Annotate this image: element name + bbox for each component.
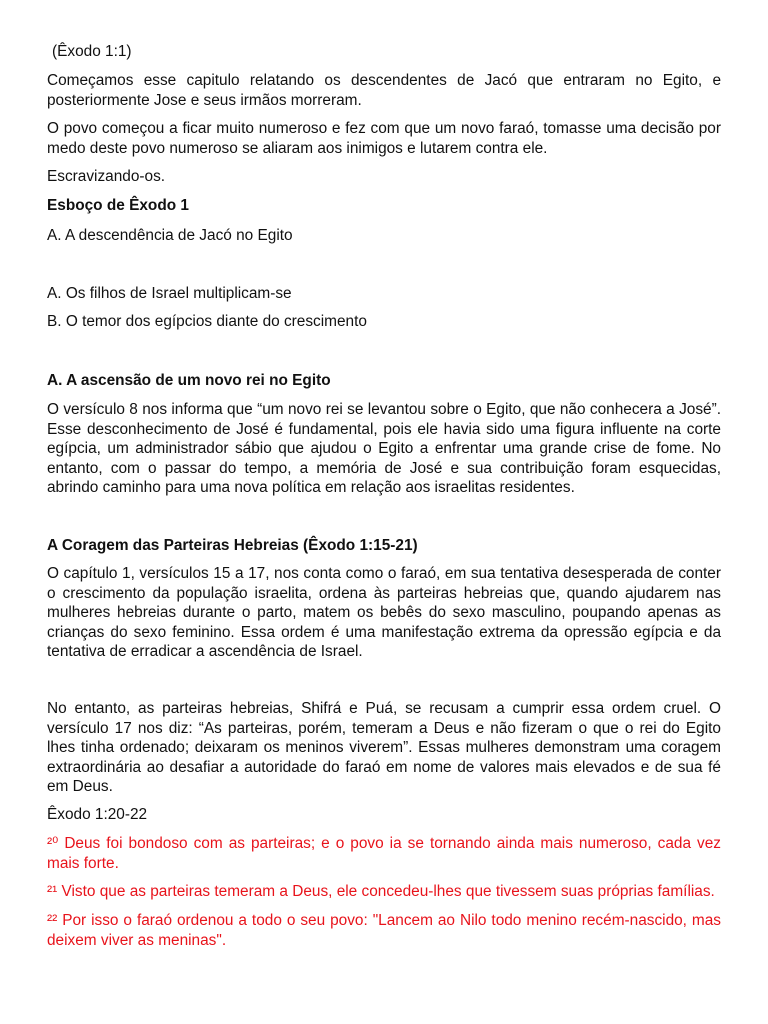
outline-item-a-descendencia: A. A descendência de Jacó no Egito [47,227,293,244]
verse-21: ²¹ Visto que as parteiras temeram a Deus, ele concedeu-lhes que tivessem suas próprias famílias. [47,883,715,900]
reference-exodo-1-20-22: Êxodo 1:20-22 [47,806,148,823]
paragraph-parteiras: No entanto, as parteiras hebreias, Shifrá e Puá, se recusam a cumprir essa ordem cruel. O versículo 17 nos diz: “As parteiras, porém, temeram a Deus e não fizeram o que o rei do Egito lhes tinha ordenado; deixaram os meninos viverem”. Essas mulheres demonstram uma coragem extraordinária ao desafiar a autoridade do faraó em nome de valores mais elevados e de sua fé em Deus. [47,700,721,795]
verse-22: ²² Por isso o faraó ordenou a todo o seu povo: "Lancem ao Nilo todo menino recém-nascido, mas deixem viver as meninas". [47,912,721,949]
heading-ascensao: A. A ascensão de um novo rei no Egito [47,372,331,389]
outline-item-a-filhos: A. Os filhos de Israel multiplicam-se [47,285,292,302]
paragraph-escravizando: Escravizando-os. [47,168,166,185]
paragraph-ascensao: O versículo 8 nos informa que “um novo rei se levantou sobre o Egito, que não conhecera a José”. Esse desconhecimento de José é fundamental, pois ele havia sido uma figura influente na corte egípcia, um administrador sábio que ajudou o Egito a enfrentar uma grande crise de fome. No entanto, com o passar do tempo, a memória de José e sua contribuição foram esquecidas, abrindo caminho para uma nova política em relação aos israelitas residentes. [47,401,721,496]
paragraph-capitulo-1: O capítulo 1, versículos 15 a 17, nos conta como o faraó, em sua tentativa desesperada de conter o crescimento da população israelita, ordena às parteiras hebreias que, quando ajudarem nas mulheres hebreias durante o parto, matem os bebês do sexo masculino, poupando apenas as crianças do sexo feminino. Essa ordem é uma manifestação extrema da opressão egípcia e da tentativa de erradicar a ascendência de Israel. [47,565,721,660]
reference-exodo-1-1: (Êxodo 1:1) [52,43,132,60]
outline-item-b-temor: B. O temor dos egípcios diante do crescimento [47,313,367,330]
heading-esboco: Esboço de Êxodo 1 [47,197,189,214]
paragraph-intro: Começamos esse capitulo relatando os descendentes de Jacó que entraram no Egito, e posteriormente Jose e seus irmãos morreram. [47,72,721,109]
paragraph-povo: O povo começou a ficar muito numeroso e fez com que um novo faraó, tomasse uma decisão por medo deste povo numeroso se aliaram aos inimigos e lutarem contra ele. [47,120,721,157]
heading-coragem-parteiras: A Coragem das Parteiras Hebreias (Êxodo 1:15-21) [47,537,418,554]
verse-20: ²⁰ Deus foi bondoso com as parteiras; e o povo ia se tornando ainda mais numeroso, cada vez mais forte. [47,835,721,872]
